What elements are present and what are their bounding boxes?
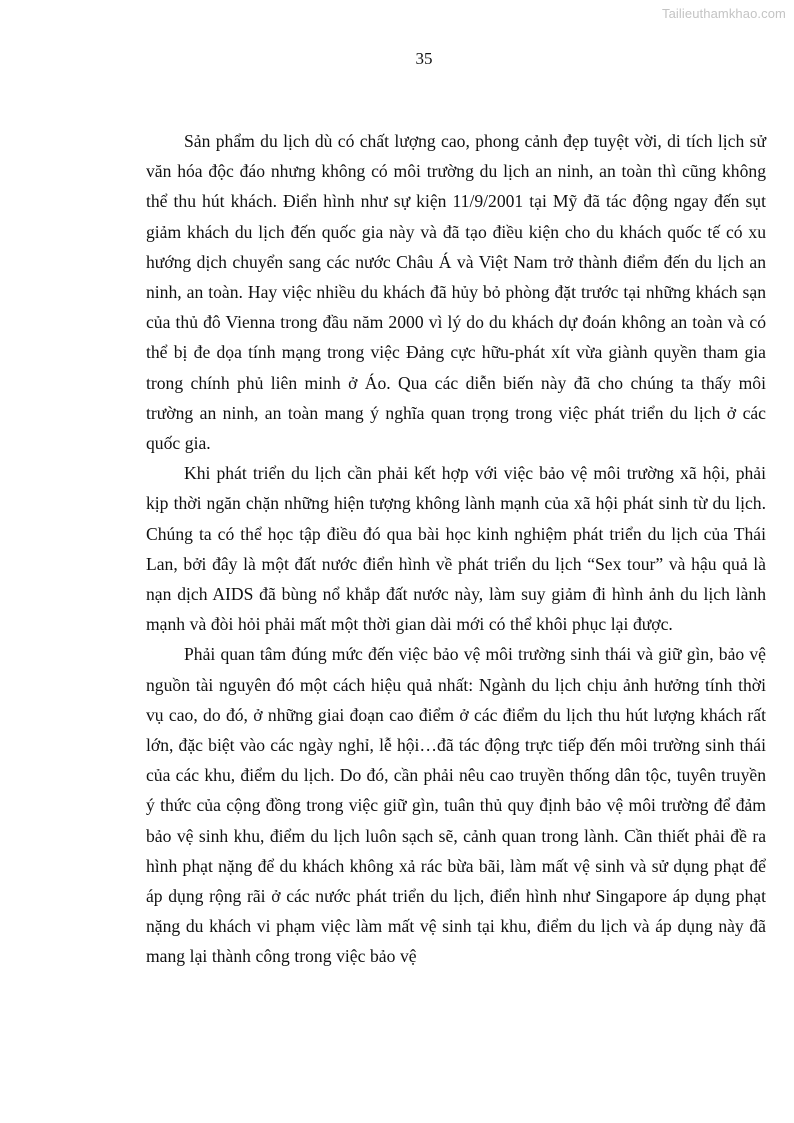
watermark-text: Tailieuthamkhao.com [661, 6, 786, 21]
document-body [146, 126, 766, 972]
paragraph-ecological-environment: Phải quan tâm đúng mức đến việc bảo vệ môi trường sinh thái và giữ gìn, bảo vệ nguồn tài nguyên đó một cách hiệu quả nhất: Ngành du lịch chịu ảnh hưởng tính thời vụ cao, do đó, ở những giai đoạn cao điểm ở các điểm du lịch thu hút lượng khách rất lớn, đặc biệt vào các ngày nghỉ, lễ hội…đã tác động trực tiếp đến môi trường sinh thái của các khu, điểm du lịch. Do đó, cần phải nêu cao truyền thống dân tộc, tuyên truyền ý thức của cộng đồng trong việc giữ gìn, tuân thủ quy định bảo vệ môi trường để đảm bảo vệ sinh khu, điểm du lịch luôn sạch sẽ, cảnh quan trong lành. Cần thiết phải đề ra hình phạt nặng để du khách không xả rác bừa bãi, làm mất vệ sinh và sử dụng phạt để áp dụng rộng rãi ở các nước phát triển du lịch, điển hình như Singapore áp dụng phạt nặng du khách vi phạm việc làm mất vệ sinh tại khu, điểm du lịch và áp dụng này đã mang lại thành công trong việc bảo vệ [146, 644, 766, 967]
page-number: 35 [415, 49, 433, 68]
paragraph-social-environment: Khi phát triển du lịch cần phải kết hợp với việc bảo vệ môi trường xã hội, phải kịp thời ngăn chặn những hiện tượng không lành mạnh của xã hội phát sinh từ du lịch. Chúng ta có thể học tập điều đó qua bài học kinh nghiệm phát triển du lịch của Thái Lan, bởi đây là một đất nước điển hình về phát triển du lịch “Sex tour” và hậu quả là nạn dịch AIDS đã bùng nổ khắp đất nước này, làm suy giảm đi hình ảnh du lịch lành mạnh và đòi hỏi phải mất một thời gian dài mới có thể khôi phục lại được. [146, 463, 766, 635]
paragraph-security-environment: Sản phẩm du lịch dù có chất lượng cao, phong cảnh đẹp tuyệt vời, di tích lịch sử văn hóa độc đáo nhưng không có môi trường du lịch an ninh, an toàn thì cũng không thể thu hút khách. Điển hình như sự kiện 11/9/2001 tại Mỹ đã tác động ngay đến sụt giảm khách du lịch đến quốc gia này và đã tạo điều kiện cho du khách quốc tế có xu hướng dịch chuyển sang các nước Châu Á và Việt Nam trở thành điểm đến du lịch an ninh, an toàn. Hay việc nhiều du khách đã hủy bỏ phòng đặt trước tại những khách sạn của thủ đô Vienna trong đầu năm 2000 vì lý do du khách dự đoán không an toàn và có thể bị đe dọa tính mạng trong việc Đảng cực hữu-phát xít vừa giành quyền tham gia trong chính phủ liên minh ở Áo. Qua các diễn biến này đã cho chúng ta thấy môi trường an ninh, an toàn mang ý nghĩa quan trọng trong việc phát triển du lịch ở các quốc gia. [146, 131, 766, 454]
